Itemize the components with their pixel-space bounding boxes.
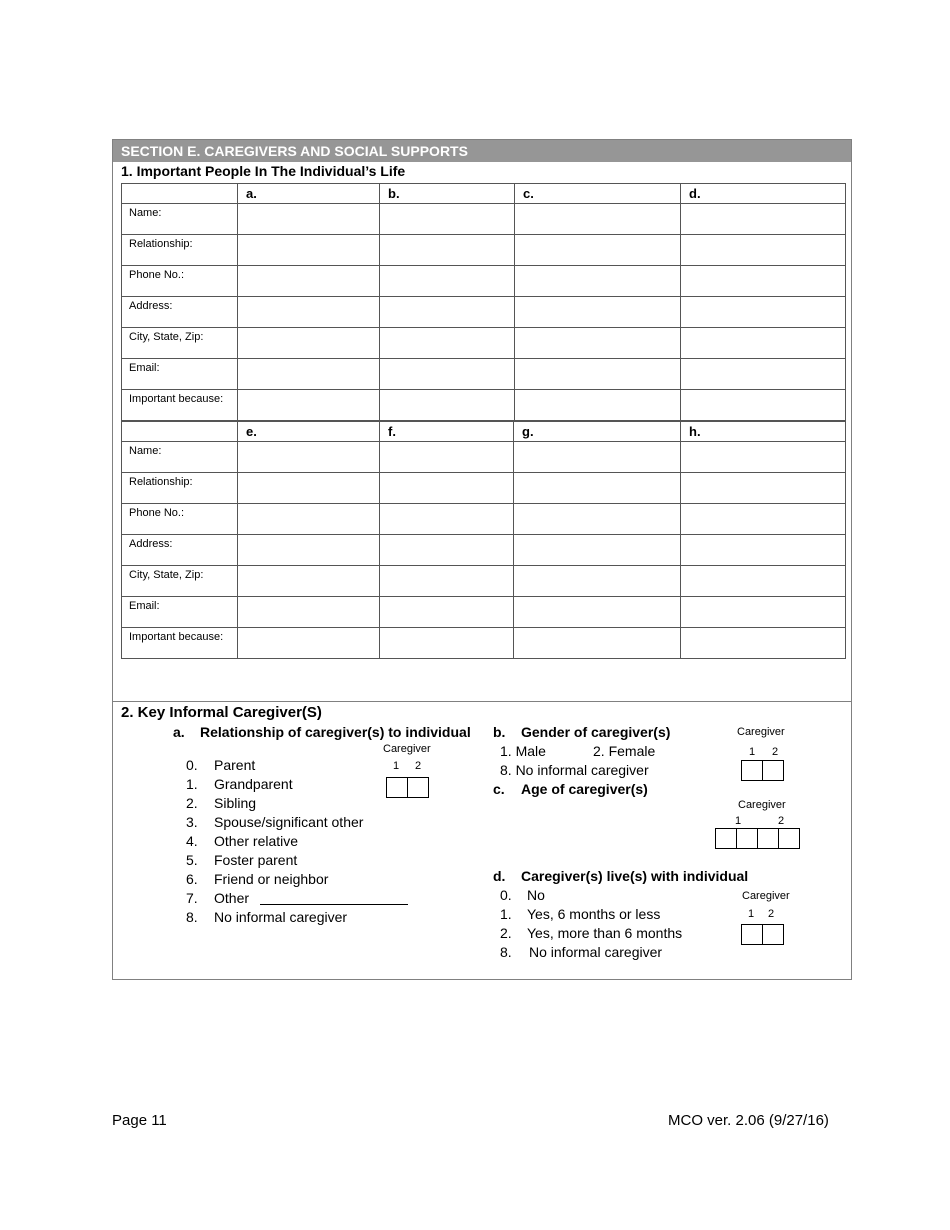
table-row [122, 566, 846, 597]
q2a-letter: a. [173, 724, 185, 740]
option-text: Sibling [214, 795, 257, 811]
q2a-caregiver-label: Caregiver [383, 743, 431, 755]
relationship-field[interactable] [238, 235, 380, 266]
city-state-zip-field[interactable] [681, 566, 846, 597]
option-num: 0. [186, 757, 198, 773]
q2c-letter: c. [493, 781, 505, 797]
table-row [122, 328, 846, 359]
q2c-caregiver-num-1: 1 [735, 815, 742, 827]
column-header: h. [681, 422, 846, 442]
option-num: 8. [186, 909, 198, 925]
option-text: Yes, more than 6 months [527, 925, 683, 941]
q2c-caregiver-num-2: 2 [778, 815, 785, 827]
city-state-zip-field[interactable] [514, 566, 681, 597]
q2c-caregiver-2-digit-1-box[interactable] [757, 828, 779, 849]
q2-title: 2. Key Informal Caregiver(S) [121, 704, 322, 721]
option-text: Other [214, 890, 250, 906]
section-divider [113, 701, 851, 702]
header-blank-cell [122, 422, 238, 442]
q2c-caregiver-1-digit-2-box[interactable] [736, 828, 758, 849]
column-header: e. [238, 422, 380, 442]
option-text: Spouse/significant other [214, 814, 364, 830]
column-header: f. [380, 422, 514, 442]
table-row [122, 473, 846, 504]
table-row [122, 359, 846, 390]
city-state-zip-field[interactable] [238, 566, 380, 597]
name-field[interactable] [238, 204, 380, 235]
q2a-label: Relationship of caregiver(s) to individual [200, 724, 471, 740]
important-because-field[interactable] [238, 390, 380, 421]
q2c-label: Age of caregiver(s) [521, 781, 648, 797]
q2d-caregiver-num-2: 2 [768, 908, 775, 920]
q2d-caregiver-1-box[interactable] [741, 924, 763, 945]
phone-field[interactable] [238, 266, 380, 297]
email-field[interactable] [238, 597, 380, 628]
row-label: Relationship: [122, 235, 238, 266]
option-num: 6. [186, 871, 198, 887]
city-state-zip-field[interactable] [380, 566, 514, 597]
q2b-caregiver-num-1: 1 [749, 746, 756, 758]
relationship-field[interactable] [681, 473, 846, 504]
relationship-field[interactable] [380, 473, 514, 504]
option-num: 1. [500, 906, 512, 922]
email-field[interactable] [380, 359, 515, 390]
table-row [122, 390, 846, 421]
email-field[interactable] [238, 359, 380, 390]
table-row [122, 235, 846, 266]
relationship-field[interactable] [514, 473, 681, 504]
q2a-caregiver-num-1: 1 [393, 760, 400, 772]
relationship-field[interactable] [380, 235, 515, 266]
table-row [122, 535, 846, 566]
name-field[interactable] [380, 442, 514, 473]
q2b-caregiver-num-2: 2 [772, 746, 779, 758]
option-num: 8. [500, 944, 512, 960]
option-text: No [527, 887, 545, 903]
q2a-caregiver-2-box[interactable] [407, 777, 429, 798]
row-label: Email: [122, 359, 238, 390]
name-field[interactable] [238, 442, 380, 473]
option-text: No informal caregiver [214, 909, 348, 925]
row-label: Phone No.: [122, 266, 238, 297]
section-header: SECTION E. CAREGIVERS AND SOCIAL SUPPORTS [113, 140, 851, 162]
q2d-letter: d. [493, 868, 506, 884]
option-num: 0. [500, 887, 512, 903]
important-because-field[interactable] [681, 390, 846, 421]
row-label: Relationship: [122, 473, 238, 504]
row-label: City, State, Zip: [122, 566, 238, 597]
q2b-caregiver-1-box[interactable] [741, 760, 763, 781]
table-row [122, 504, 846, 535]
phone-field[interactable] [238, 504, 380, 535]
option-text: Parent [214, 757, 256, 773]
header-blank-cell [122, 184, 238, 204]
row-label: City, State, Zip: [122, 328, 238, 359]
q2d-label: Caregiver(s) live(s) with individual [521, 868, 749, 884]
q2d-answer-boxes [741, 924, 784, 945]
address-field[interactable] [681, 297, 846, 328]
address-field[interactable] [515, 297, 681, 328]
q2b-caregiver-2-box[interactable] [762, 760, 784, 781]
caregivers-section [112, 139, 852, 980]
people-table-bottom [121, 421, 846, 659]
important-because-field[interactable] [238, 628, 380, 659]
table-header-row [122, 184, 846, 204]
q2d-caregiver-2-box[interactable] [762, 924, 784, 945]
column-header: b. [380, 184, 515, 204]
address-field[interactable] [380, 297, 515, 328]
relationship-field[interactable] [515, 235, 681, 266]
option-num: 4. [186, 833, 198, 849]
important-because-field[interactable] [515, 390, 681, 421]
city-state-zip-field[interactable] [515, 328, 681, 359]
table-row [122, 597, 846, 628]
people-table-top [121, 183, 846, 421]
page-number: Page 11 [112, 1112, 167, 1129]
option-num: 1. [186, 776, 198, 792]
column-header: c. [515, 184, 681, 204]
table-row [122, 628, 846, 659]
q2a-answer-boxes [386, 777, 429, 798]
email-field[interactable] [681, 597, 846, 628]
table-row [122, 442, 846, 473]
important-because-field[interactable] [380, 628, 514, 659]
name-field[interactable] [515, 204, 681, 235]
row-label: Email: [122, 597, 238, 628]
row-label: Important because: [122, 390, 238, 421]
address-field[interactable] [514, 535, 681, 566]
phone-field[interactable] [514, 504, 681, 535]
q2a-caregiver-num-2: 2 [415, 760, 422, 772]
important-because-field[interactable] [514, 628, 681, 659]
phone-field[interactable] [681, 504, 846, 535]
q2b-letter: b. [493, 724, 506, 740]
q1-title: 1. Important People In The Individual’s Life [121, 163, 406, 179]
option-num: 2. [186, 795, 198, 811]
gender-option-male: 1. Male [500, 743, 546, 759]
q2b-answer-boxes [741, 760, 784, 781]
gender-option-female: 2. Female [593, 743, 656, 759]
name-field[interactable] [514, 442, 681, 473]
column-header: a. [238, 184, 380, 204]
option-num: 3. [186, 814, 198, 830]
version-label: MCO ver. 2.06 (9/27/16) [668, 1112, 829, 1129]
option-text: No informal caregiver [529, 944, 663, 960]
q2c-caregiver-1-digit-1-box[interactable] [715, 828, 737, 849]
important-because-field[interactable] [380, 390, 515, 421]
q2c-answer-boxes [715, 828, 800, 849]
address-field[interactable] [380, 535, 514, 566]
address-field[interactable] [238, 535, 380, 566]
name-field[interactable] [380, 204, 515, 235]
option-text: Foster parent [214, 852, 298, 868]
column-header: d. [681, 184, 846, 204]
gender-option-none: 8. No informal caregiver [500, 762, 649, 778]
name-field[interactable] [681, 204, 846, 235]
option-num: 5. [186, 852, 198, 868]
address-field[interactable] [238, 297, 380, 328]
option-num: 7. [186, 890, 198, 906]
column-header: g. [514, 422, 681, 442]
phone-field[interactable] [380, 266, 515, 297]
option-text: Other relative [214, 833, 299, 849]
address-field[interactable] [681, 535, 846, 566]
other-write-in-line[interactable] [260, 904, 408, 905]
q2c-caregiver-label: Caregiver [738, 799, 786, 811]
email-field[interactable] [515, 359, 681, 390]
row-label: Address: [122, 535, 238, 566]
phone-field[interactable] [380, 504, 514, 535]
option-text: Grandparent [214, 776, 293, 792]
table-row [122, 266, 846, 297]
important-because-field[interactable] [681, 628, 846, 659]
table-row [122, 204, 846, 235]
row-label: Address: [122, 297, 238, 328]
row-label: Name: [122, 442, 238, 473]
q2d-caregiver-label: Caregiver [742, 890, 790, 902]
phone-field[interactable] [515, 266, 681, 297]
email-field[interactable] [514, 597, 681, 628]
row-label: Important because: [122, 628, 238, 659]
table-header-row [122, 422, 846, 442]
option-text: Friend or neighbor [214, 871, 329, 887]
email-field[interactable] [681, 359, 846, 390]
row-label: Name: [122, 204, 238, 235]
city-state-zip-field[interactable] [380, 328, 515, 359]
city-state-zip-field[interactable] [681, 328, 846, 359]
relationship-field[interactable] [681, 235, 846, 266]
relationship-field[interactable] [238, 473, 380, 504]
name-field[interactable] [681, 442, 846, 473]
q2a-caregiver-1-box[interactable] [386, 777, 408, 798]
q2b-label: Gender of caregiver(s) [521, 724, 671, 740]
option-num: 2. [500, 925, 512, 941]
email-field[interactable] [380, 597, 514, 628]
table-row [122, 297, 846, 328]
q2c-caregiver-2-digit-2-box[interactable] [778, 828, 800, 849]
city-state-zip-field[interactable] [238, 328, 380, 359]
row-label: Phone No.: [122, 504, 238, 535]
q2d-caregiver-num-1: 1 [748, 908, 755, 920]
q2b-caregiver-label: Caregiver [737, 726, 785, 738]
phone-field[interactable] [681, 266, 846, 297]
option-text: Yes, 6 months or less [527, 906, 661, 922]
